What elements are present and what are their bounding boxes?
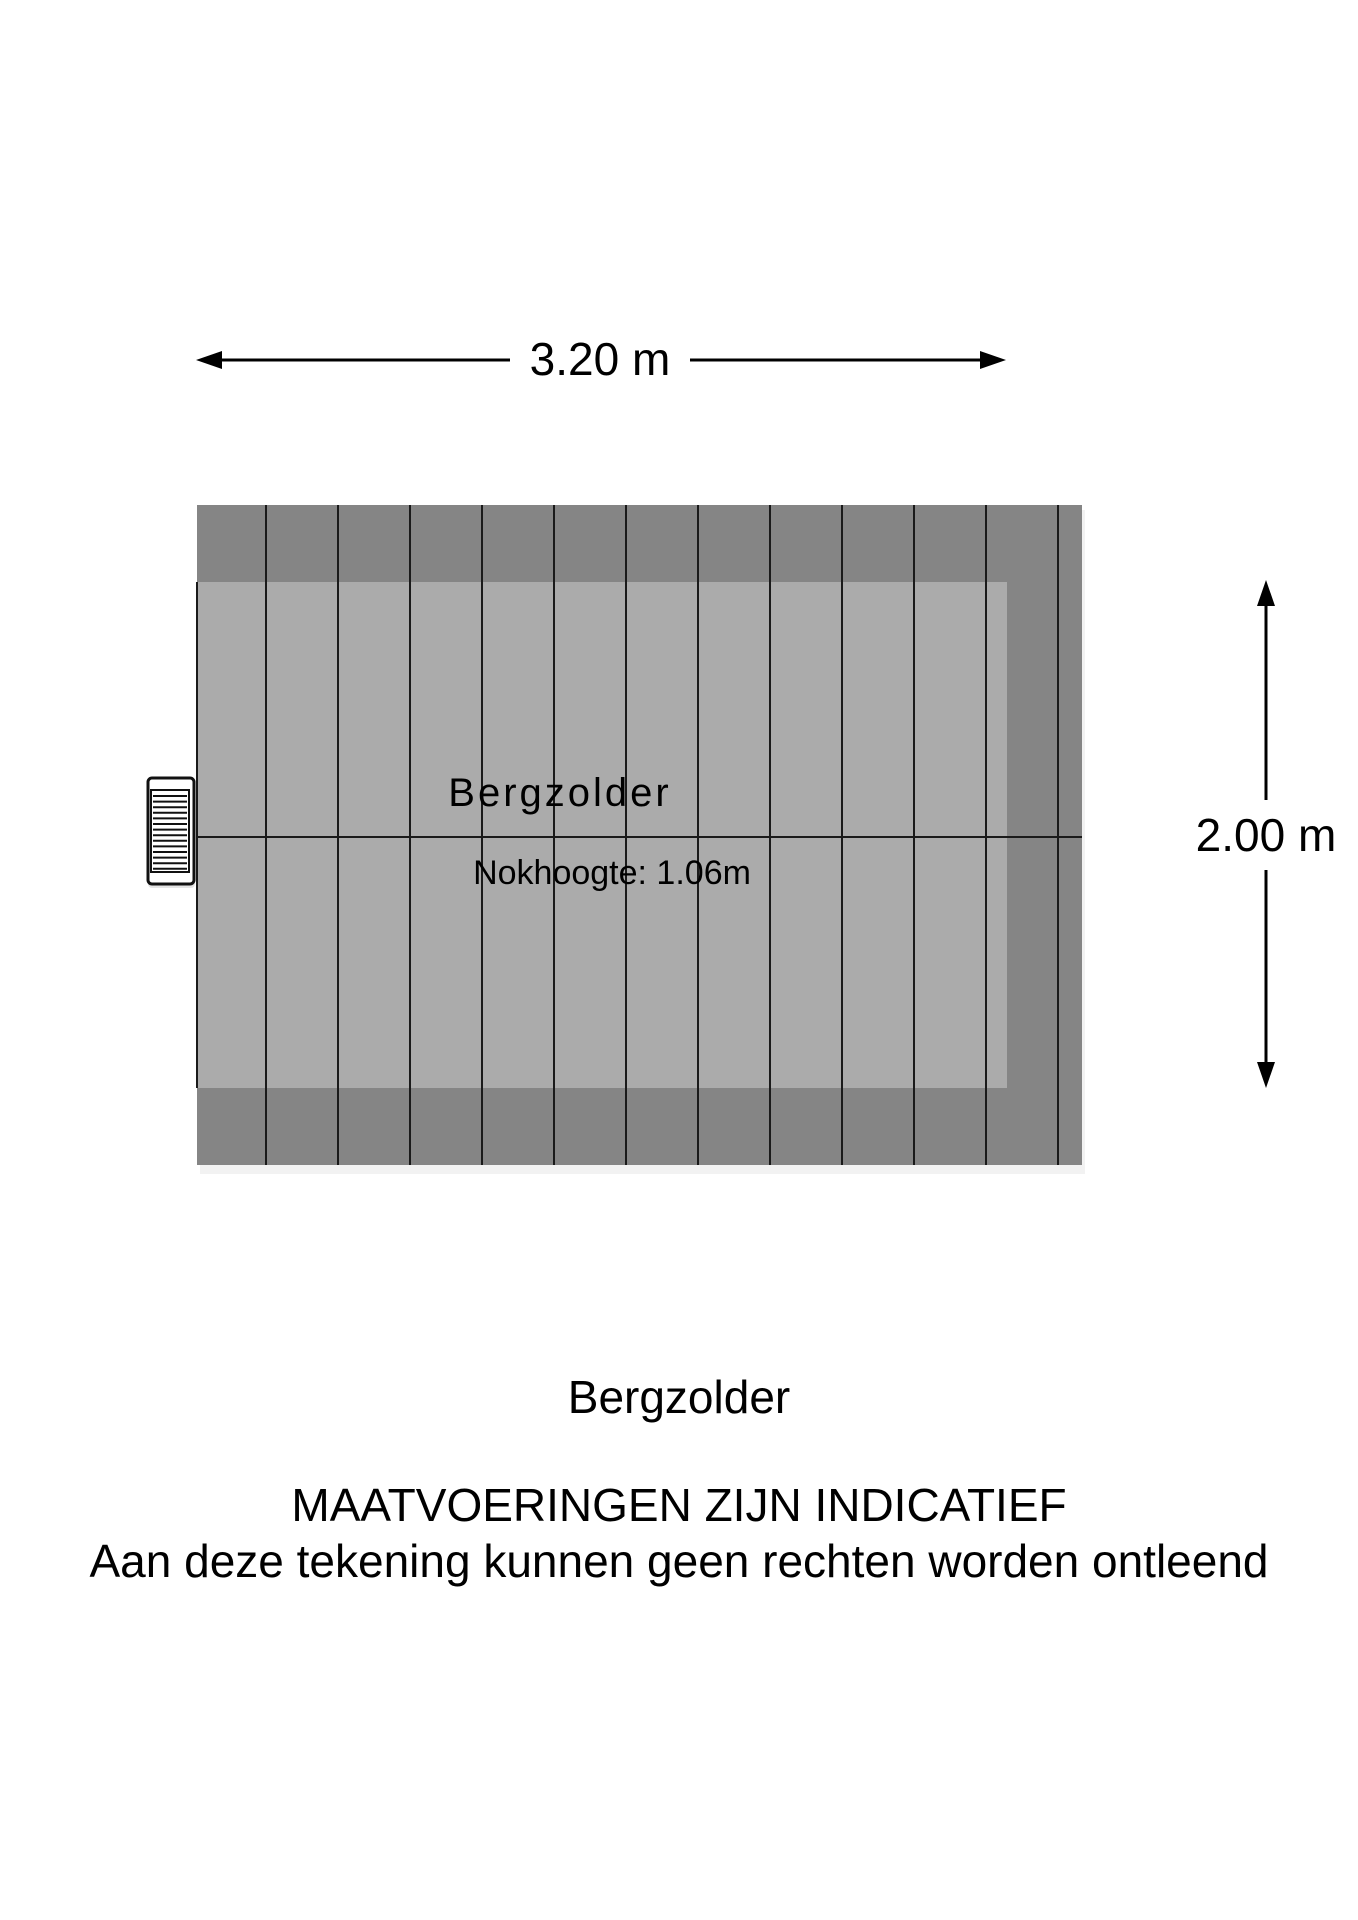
disclaimer-text: Aan deze tekening kunnen geen rechten worden ontleend [89,1535,1269,1587]
ridge-height-label: Nokhoogte: 1.06m [473,854,751,892]
depth-label: 2.00 m [1195,809,1337,861]
usable-floor-area [197,582,1007,1088]
depth-arrowhead-bottom [1257,1062,1275,1088]
width-arrowhead-right [980,351,1006,369]
room-name-label: Bergzolder [448,771,672,815]
depth-dimension [1196,580,1337,1088]
width-label: 3.20 m [529,333,671,385]
disclaimer-heading: MAATVOERINGEN ZIJN INDICATIEF [291,1479,1067,1531]
width-arrowhead-left [196,351,222,369]
width-dimension [196,333,1006,385]
depth-arrowhead-top [1257,580,1275,606]
drawing-caption: Bergzolder [567,1371,791,1423]
attic-room [197,505,1085,1174]
attic-ladder-icon [148,778,195,888]
